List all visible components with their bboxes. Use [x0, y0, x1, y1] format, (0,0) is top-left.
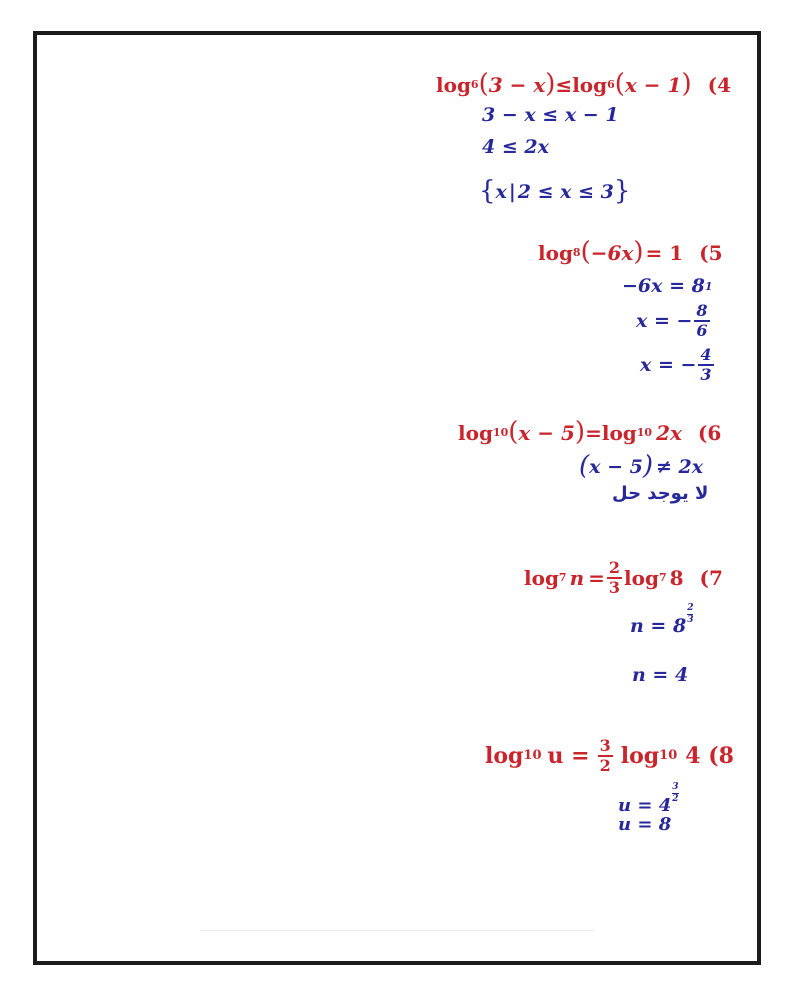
- step-expression: x = −: [640, 353, 697, 376]
- fraction-denominator: 2: [599, 756, 611, 775]
- problem-number: (7: [699, 566, 723, 590]
- equals-sign: =: [585, 421, 602, 445]
- log-label: log: [458, 421, 493, 445]
- step-expression: x = −: [636, 309, 693, 332]
- problem-5-step-2: [636, 303, 712, 339]
- fraction-denominator: 3: [608, 578, 621, 597]
- problem-6-no-solution: لا يوجد حل: [612, 483, 709, 504]
- problem-7-equation: log 7 n = $\frac{2}{3}$ log 7 8 (7: [524, 558, 723, 597]
- log-label: log: [538, 241, 573, 265]
- problem-number: 4 (8: [685, 743, 734, 769]
- problem-number: (5: [699, 241, 723, 265]
- problem-4-answer-set: [479, 176, 631, 206]
- fraction-denominator: 6: [696, 321, 708, 340]
- fraction: [694, 303, 709, 339]
- log-argument: x − 1: [624, 73, 682, 97]
- problem-4-equation: log 6 ( 3 − x ) ≤ log 6 ( x − 1 ) (4: [436, 69, 731, 99]
- problem-8-step-1: [618, 782, 679, 816]
- fractional-exponent: [687, 604, 693, 625]
- log-argument: −6x: [590, 241, 634, 265]
- equation-rhs: = 1: [645, 241, 684, 265]
- fraction: [698, 347, 713, 383]
- variable-equals: u =: [547, 743, 590, 769]
- equals-sign: =: [588, 566, 605, 590]
- problem-5-equation: log 8 ( −6x ) = 1 (5: [538, 237, 723, 267]
- footer-divider: [200, 930, 594, 931]
- variable: n: [569, 566, 585, 590]
- step-expression: u = 4: [618, 794, 672, 816]
- fractional-exponent: [672, 783, 678, 804]
- exponent-denominator: 3: [687, 615, 694, 625]
- set-brace-open: {: [479, 176, 496, 206]
- step-expression: −6x = 8: [622, 275, 705, 297]
- log-label: log: [572, 73, 608, 97]
- relation-expression: ≠ 2x: [656, 455, 704, 478]
- log-label: log: [524, 566, 559, 590]
- problem-8-step-2: u = 8: [618, 814, 672, 835]
- log-label: log: [620, 743, 660, 769]
- problem-number: (6: [697, 421, 722, 445]
- fraction: [607, 560, 622, 596]
- log-argument: x − 5: [518, 421, 575, 445]
- fraction-numerator: 4: [700, 345, 712, 364]
- set-bar: |: [508, 180, 516, 203]
- log-label: log: [624, 566, 659, 590]
- fraction-numerator: 3: [599, 736, 611, 755]
- fraction: [598, 738, 613, 774]
- exponent-numerator: 2: [687, 603, 694, 613]
- problem-8-equation: log 10 u = $\frac{3}{2}$ log 10 4 (8: [485, 736, 734, 775]
- fraction-denominator: 3: [700, 365, 712, 384]
- step-expression: x − 5: [589, 455, 643, 478]
- log-argument: 2x: [656, 421, 682, 445]
- set-variable: x: [495, 180, 507, 203]
- exponent-denominator: 2: [672, 794, 679, 804]
- problem-4-step-2: 4 ≤ 2x: [482, 136, 549, 158]
- problem-5-step-3: [640, 347, 716, 383]
- problem-4-step-1: 3 − x ≤ x − 1: [482, 104, 619, 126]
- problem-5-step-1: −6x = 8 1: [622, 275, 713, 297]
- problem-7-step-1: [630, 603, 694, 637]
- log-label: log: [601, 421, 637, 445]
- set-condition: 2 ≤ x ≤ 3: [517, 180, 614, 203]
- exponent-numerator: 3: [672, 782, 679, 792]
- set-brace-close: }: [613, 176, 631, 206]
- problem-7-step-2: n = 4: [632, 664, 689, 686]
- problem-number: (4: [707, 73, 731, 97]
- fraction-numerator: 8: [696, 301, 708, 320]
- fraction-numerator: 2: [608, 558, 621, 577]
- problem-6-step-1: ( x − 5 ) ≠ 2x: [579, 451, 704, 481]
- step-expression: n = 8: [630, 615, 687, 637]
- log-argument: 3 − x: [488, 73, 546, 97]
- problem-6-equation: log 10 ( x − 5 ) = log 10 2x (6: [458, 417, 722, 447]
- log-argument: 8: [669, 566, 684, 590]
- relation-symbol: ≤: [555, 73, 573, 97]
- log-label: log: [436, 73, 471, 97]
- log-label: log: [485, 743, 524, 769]
